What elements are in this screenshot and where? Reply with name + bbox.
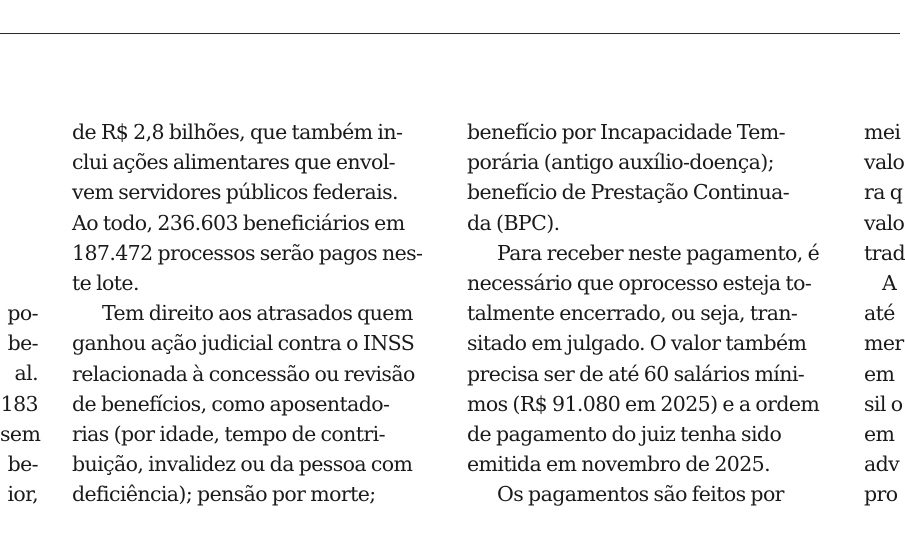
text-line: mer (864, 331, 904, 356)
text-line: mos (R$ 91.080 em 2025) e a ordem (467, 391, 820, 416)
text-line: be- (7, 451, 38, 476)
text-line: po- (7, 301, 38, 325)
text-line: ior, (7, 482, 38, 507)
text-line: ra q (864, 180, 903, 205)
text-line: até (864, 301, 895, 326)
text-line: 187.472 processos serão pagos nes- (72, 240, 423, 265)
text-line: benefício de Prestação Continua- (467, 180, 790, 205)
article-column-2 (467, 117, 829, 509)
text-line: talmente encerrado, ou seja, tran- (467, 301, 798, 326)
text-line: valo (864, 210, 905, 235)
text-line: emitida em novembro de 2025. (467, 452, 771, 477)
text-line: mei (864, 120, 901, 144)
text-line: sem (0, 421, 41, 446)
text-line: da (BPC). (467, 210, 560, 235)
text-line (72, 117, 434, 147)
text-line: ganhou ação judicial contra o INSS (72, 331, 415, 356)
top-rule (0, 33, 900, 34)
text-line: adv (864, 452, 900, 477)
text-line: valo (864, 150, 905, 175)
paragraph-start: Os pagamentos são feitos por (497, 482, 784, 507)
text-line: A (882, 270, 897, 295)
text-line: sil o (864, 391, 903, 416)
text-line: buição, invalidez ou da pessoa com (72, 452, 413, 477)
paragraph-start: Para receber neste pagamento, é (497, 240, 820, 265)
text-line: de benefícios, como aposentado- (72, 391, 390, 416)
text-line: relacionada à concessão ou revisão (72, 361, 415, 386)
text-line: rias (por idade, tempo de contri- (72, 421, 385, 446)
right-column-fragment (864, 117, 905, 509)
text-line: pro (864, 482, 898, 507)
text-line: de pagamento do juiz tenha sido (467, 421, 782, 446)
text-line: vem servidores públicos federais. (72, 180, 398, 205)
text-line: em (864, 361, 895, 386)
text-line: te lote. (72, 270, 139, 295)
paragraph-start: Tem direito aos atrasados quem (102, 301, 413, 326)
text-line: benefício por Incapacidade Tem- (467, 120, 785, 144)
text-line: be- (7, 331, 38, 356)
text-line: al. (14, 361, 38, 386)
line-text: de R$ 2,8 bilhões, que também in- (72, 120, 403, 144)
text-line: necessário que oprocesso esteja to- (467, 270, 812, 295)
article-column-1 (72, 117, 434, 509)
text-line: Ao todo, 236.603 beneficiários em (72, 210, 405, 235)
text-line: porária (antigo auxílio-doença); (467, 150, 774, 175)
text-line: trad (864, 240, 905, 265)
left-column-fragment (0, 298, 41, 509)
text-line: 183 (0, 391, 38, 416)
text-line: em (864, 421, 895, 446)
text-line: sitado em julgado. O valor também (467, 331, 807, 356)
text-line: deficiência); pensão por morte; (72, 482, 376, 507)
text-line: clui ações alimentares que envol- (72, 150, 395, 175)
text-line: precisa ser de até 60 salários míni- (467, 361, 805, 386)
